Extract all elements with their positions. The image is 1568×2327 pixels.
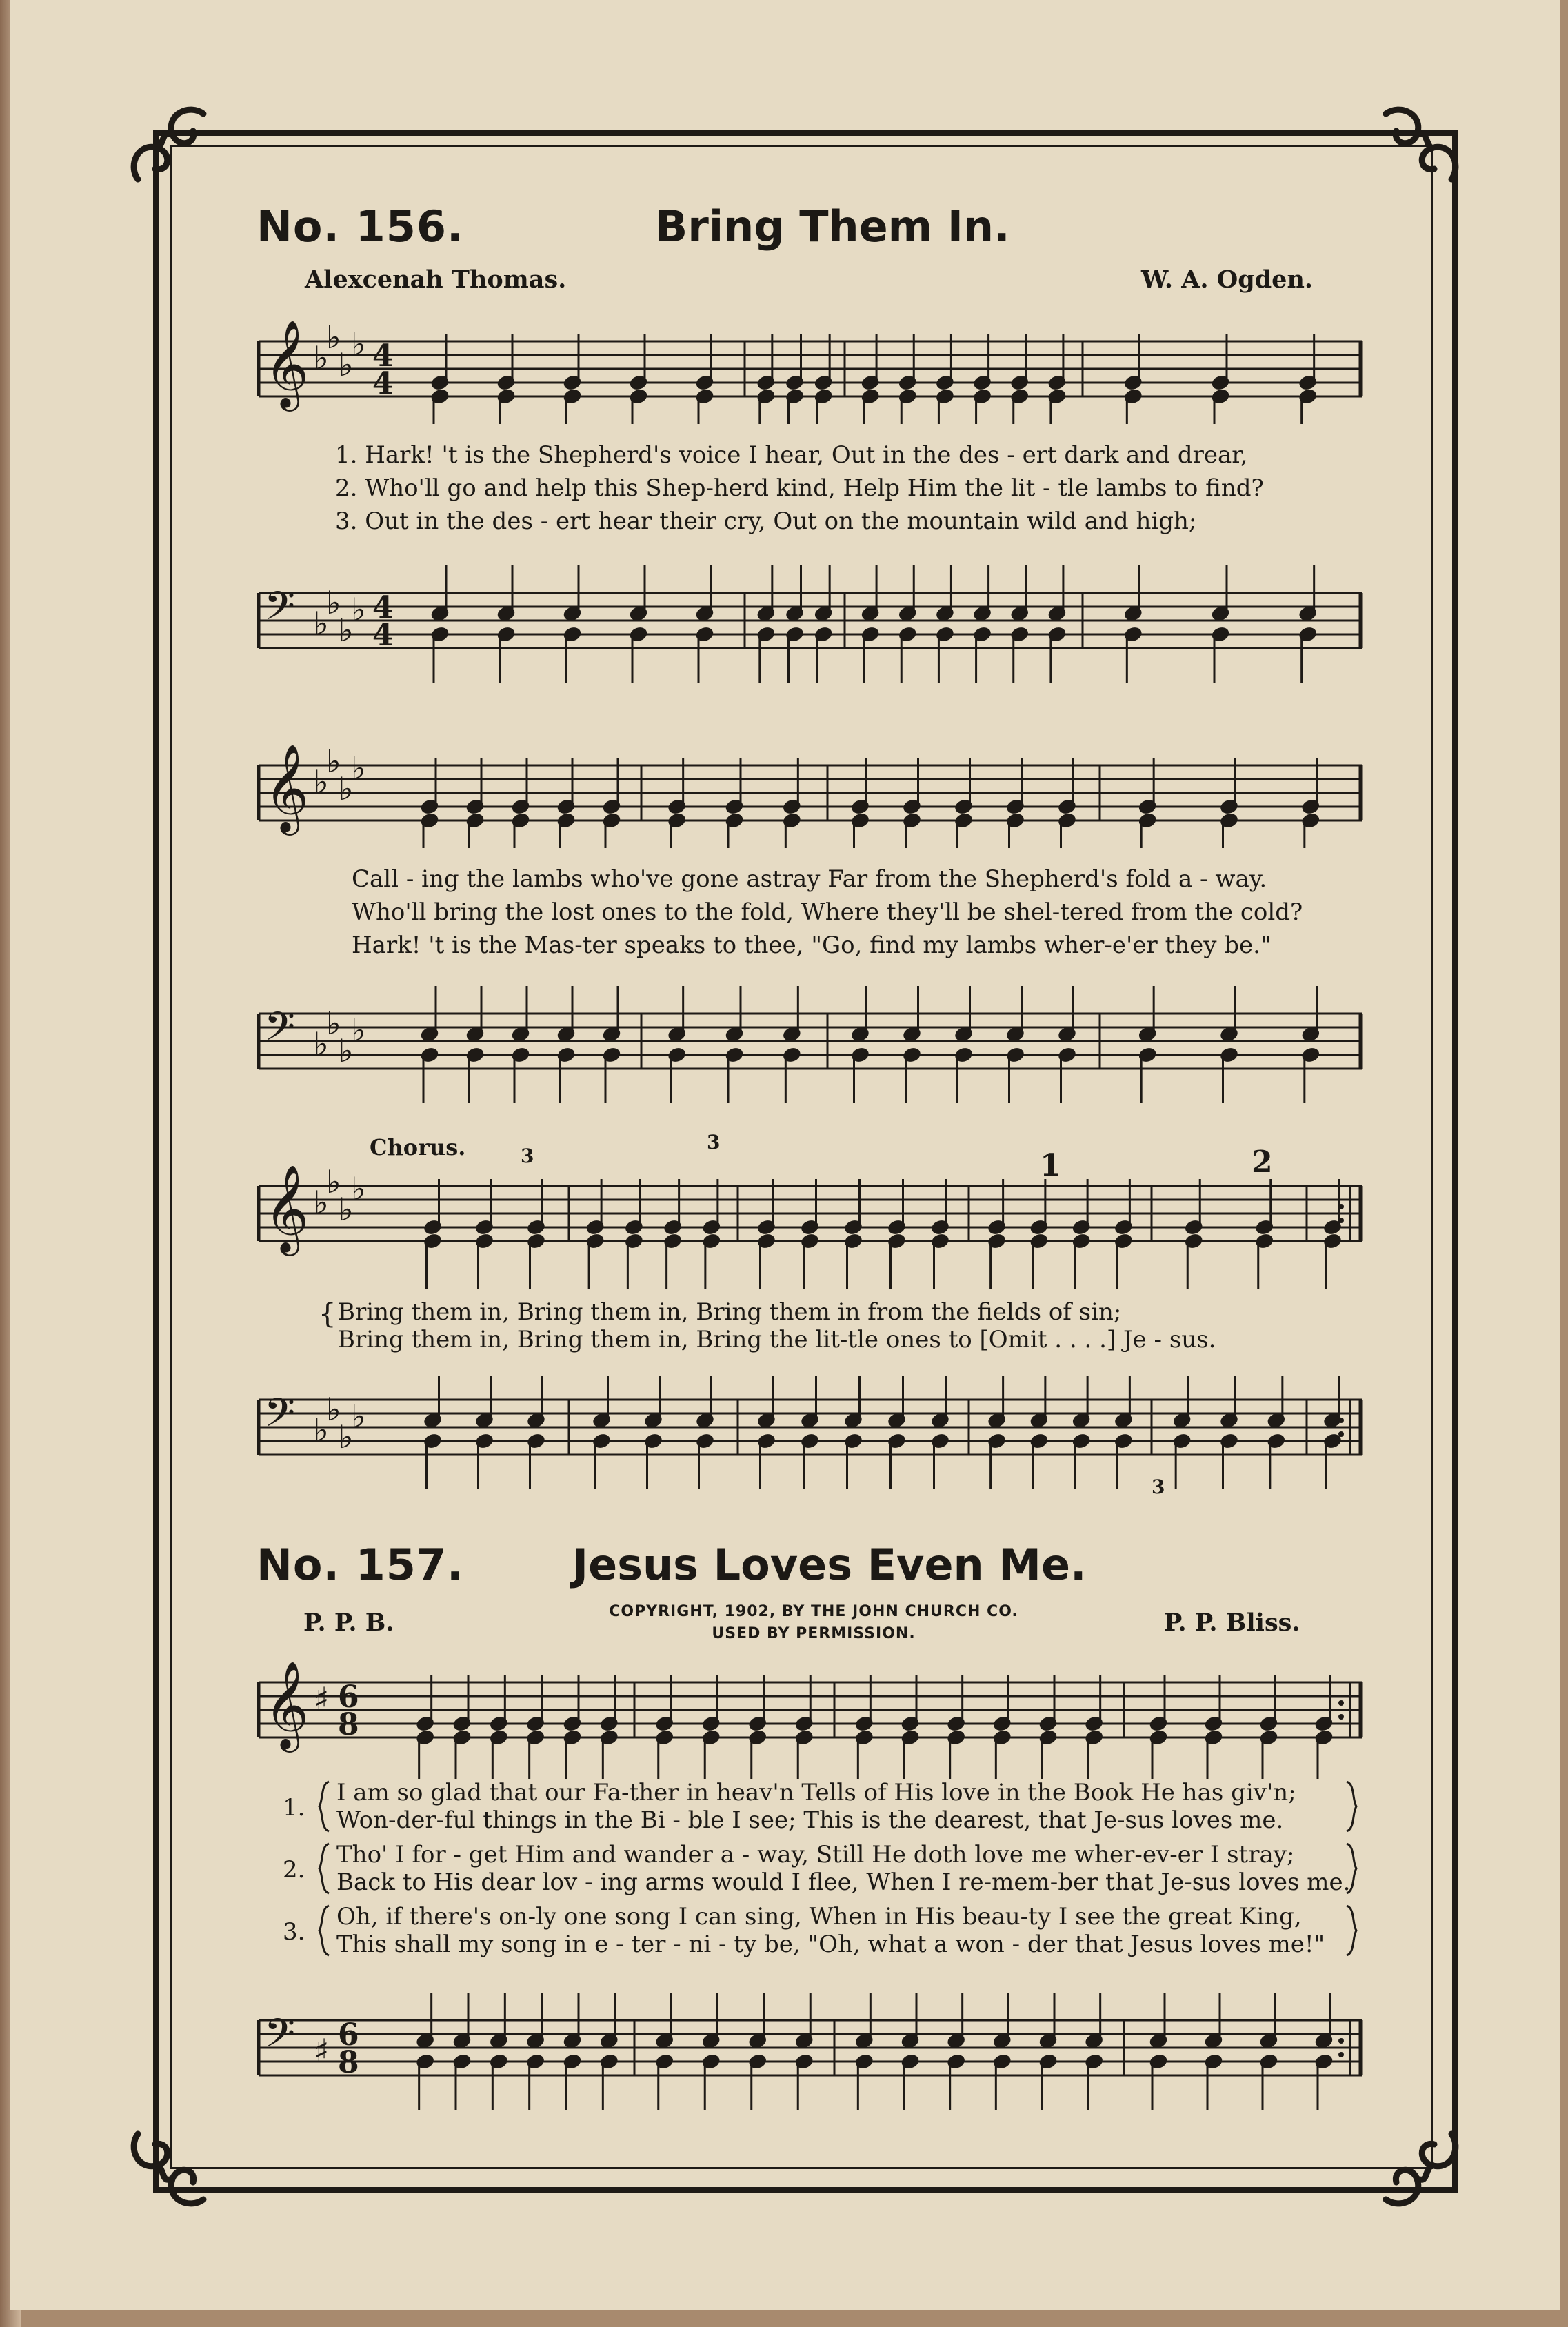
hymn-156-verse-1-line-b: Call - ing the lambs who've gone astray Far from the Shepherd's fold a - way. <box>352 865 1267 893</box>
corner-ornament-top-right <box>1362 100 1465 203</box>
svg-text:4: 4 <box>372 366 394 401</box>
svg-text:♭: ♭ <box>314 1184 329 1221</box>
hymn-156-treble-staff-1 <box>255 314 1369 424</box>
svg-text:♭: ♭ <box>339 1418 354 1455</box>
hymn-157-verse-3-line-2: This shall my song in e - ter - ni - ty be, "Oh, what a won - der that Jesus loves me!" <box>336 1931 1325 1958</box>
hymn-157-composer: P. P. Bliss. <box>1164 1609 1300 1637</box>
copyright-notice <box>552 1601 1076 1645</box>
svg-text:♭: ♭ <box>314 763 329 800</box>
svg-text:♭: ♭ <box>326 1005 341 1042</box>
copyright-line-1: COPYRIGHT, 1902, BY THE JOHN CHURCH CO. <box>609 1603 1018 1620</box>
svg-text:6: 6 <box>338 1680 359 1715</box>
svg-text:♭: ♭ <box>339 612 354 649</box>
chorus-brace-top: { <box>319 1298 336 1330</box>
svg-text:♯: ♯ <box>314 2032 330 2069</box>
corner-ornament-top-left <box>124 100 228 203</box>
svg-text:♭: ♭ <box>351 749 366 787</box>
svg-text:𝄞: 𝄞 <box>264 1164 310 1252</box>
hymn-157-treble-staff <box>255 1655 1369 1779</box>
corner-ornament-bottom-left <box>124 2110 228 2213</box>
hymn-157-verse-2-line-2: Back to His dear lov - ing arms would I flee, When I re-mem-ber that Je-sus loves me. <box>336 1868 1351 1896</box>
svg-text:♭: ♭ <box>314 1411 329 1449</box>
svg-text:♯: ♯ <box>314 1680 330 1717</box>
hymn-156-composer: W. A. Ogden. <box>1141 265 1314 294</box>
hymn-157-verse-1-line-1: I am so glad that our Fa-ther in heav'n Tells of His love in the Book He has giv'n; <box>336 1779 1296 1806</box>
svg-text:♭: ♭ <box>326 1163 341 1200</box>
svg-text:♭: ♭ <box>339 770 354 807</box>
svg-text:4: 4 <box>372 339 394 374</box>
second-ending-mark: 2 <box>1252 1145 1273 1180</box>
svg-text:♭: ♭ <box>339 1191 354 1228</box>
hymn-156-chorus-treble-staff <box>255 1151 1369 1289</box>
hymn-156-verse-3-line-a: 3. Out in the des - ert hear their cry, Out on the mountain wild and high; <box>335 507 1197 535</box>
svg-text:4: 4 <box>372 618 394 653</box>
svg-text:𝄞: 𝄞 <box>264 1660 310 1749</box>
svg-text:𝄞: 𝄞 <box>264 319 310 407</box>
svg-text:♭: ♭ <box>326 319 341 356</box>
svg-text:♭: ♭ <box>339 1032 354 1069</box>
verse-number-2: 2. <box>283 1856 305 1884</box>
svg-text:♭: ♭ <box>314 605 329 642</box>
hymn-157-verse-3-line-1: Oh, if there's on-ly one song I can sing, When in His beau-ty I see the great King, <box>336 1903 1302 1931</box>
bass-triplet-mark: 3 <box>1152 1475 1165 1498</box>
hymn-156-bass-staff-2 <box>255 979 1369 1117</box>
hymn-157-number: No. 157. <box>257 1540 464 1590</box>
svg-text:4: 4 <box>372 590 394 625</box>
svg-text:𝄢: 𝄢 <box>264 1389 296 1446</box>
verse-braces-right <box>1341 1779 1362 1958</box>
hymn-156-bass-staff-1 <box>255 558 1369 696</box>
hymn-157-verse-2-line-1: Tho' I for - get Him and wander a - way, Still He doth love me wher-ev-er I stray; <box>336 1841 1295 1868</box>
hymn-157-lyricist: P. P. B. <box>303 1609 394 1637</box>
svg-text:♭: ♭ <box>326 743 341 780</box>
hymn-156-lyricist: Alexcenah Thomas. <box>305 265 567 294</box>
svg-text:♭: ♭ <box>339 346 354 383</box>
verse-number-1: 1. <box>283 1794 305 1822</box>
svg-text:♭: ♭ <box>314 1025 329 1062</box>
svg-text:♭: ♭ <box>326 1391 341 1428</box>
hymn-157-verse-1-line-2: Won-der-ful things in the Bi - ble I see; This is the dearest, that Je-sus loves me. <box>336 1806 1284 1834</box>
chorus-line-1: Bring them in, Bring them in, Bring them in from the fields of sin; <box>338 1298 1122 1326</box>
hymn-156-verse-3-line-b: Hark! 't is the Mas-ter speaks to thee, "Go, find my lambs wher-e'er they be." <box>352 931 1272 959</box>
chorus-label: Chorus. <box>370 1134 466 1160</box>
hymn-156-verse-2-line-b: Who'll bring the lost ones to the fold, Where they'll be shel-tered from the cold? <box>352 898 1303 926</box>
copyright-line-2: USED BY PERMISSION. <box>712 1625 916 1642</box>
verse-number-3: 3. <box>283 1918 305 1946</box>
hymn-156-chorus-bass-staff <box>255 1376 1369 1496</box>
svg-text:8: 8 <box>338 2045 359 2080</box>
svg-text:♭: ♭ <box>326 584 341 621</box>
corner-ornament-bottom-right <box>1362 2110 1465 2213</box>
svg-text:♭: ♭ <box>351 325 366 363</box>
verse-braces-left <box>314 1779 334 1958</box>
svg-text:𝄞: 𝄞 <box>264 743 310 832</box>
svg-text:♭: ♭ <box>351 1170 366 1207</box>
svg-text:♭: ♭ <box>351 1011 366 1049</box>
svg-text:𝄢: 𝄢 <box>264 2010 296 2066</box>
hymn-156-title: Bring Them In. <box>655 201 1010 252</box>
hymn-157-title: Jesus Loves Even Me. <box>572 1540 1087 1590</box>
hymn-157-bass-staff <box>255 1989 1369 2117</box>
svg-text:8: 8 <box>338 1707 359 1742</box>
hymn-156-number: No. 156. <box>257 201 464 252</box>
svg-text:𝄢: 𝄢 <box>264 1003 296 1060</box>
triplet-mark-1: 3 <box>521 1145 534 1167</box>
first-ending-mark: 1 <box>1040 1148 1061 1183</box>
triplet-mark-2: 3 <box>707 1131 721 1154</box>
svg-text:𝄢: 𝄢 <box>264 583 296 639</box>
svg-text:6: 6 <box>338 2017 359 2053</box>
hymn-156-verse-2-line-a: 2. Who'll go and help this Shep-herd kind, Help Him the lit - tle lambs to find? <box>335 474 1264 502</box>
chorus-line-2: Bring them in, Bring them in, Bring the lit-tle ones to [Omit . . . .] Je - sus. <box>338 1326 1216 1353</box>
hymn-156-treble-staff-2 <box>255 738 1369 848</box>
hymn-156-verse-1-line-a: 1. Hark! 't is the Shepherd's voice I hear, Out in the des - ert dark and drear, <box>335 441 1248 469</box>
svg-text:♭: ♭ <box>314 339 329 376</box>
svg-text:♭: ♭ <box>351 591 366 628</box>
svg-text:♭: ♭ <box>351 1398 366 1435</box>
